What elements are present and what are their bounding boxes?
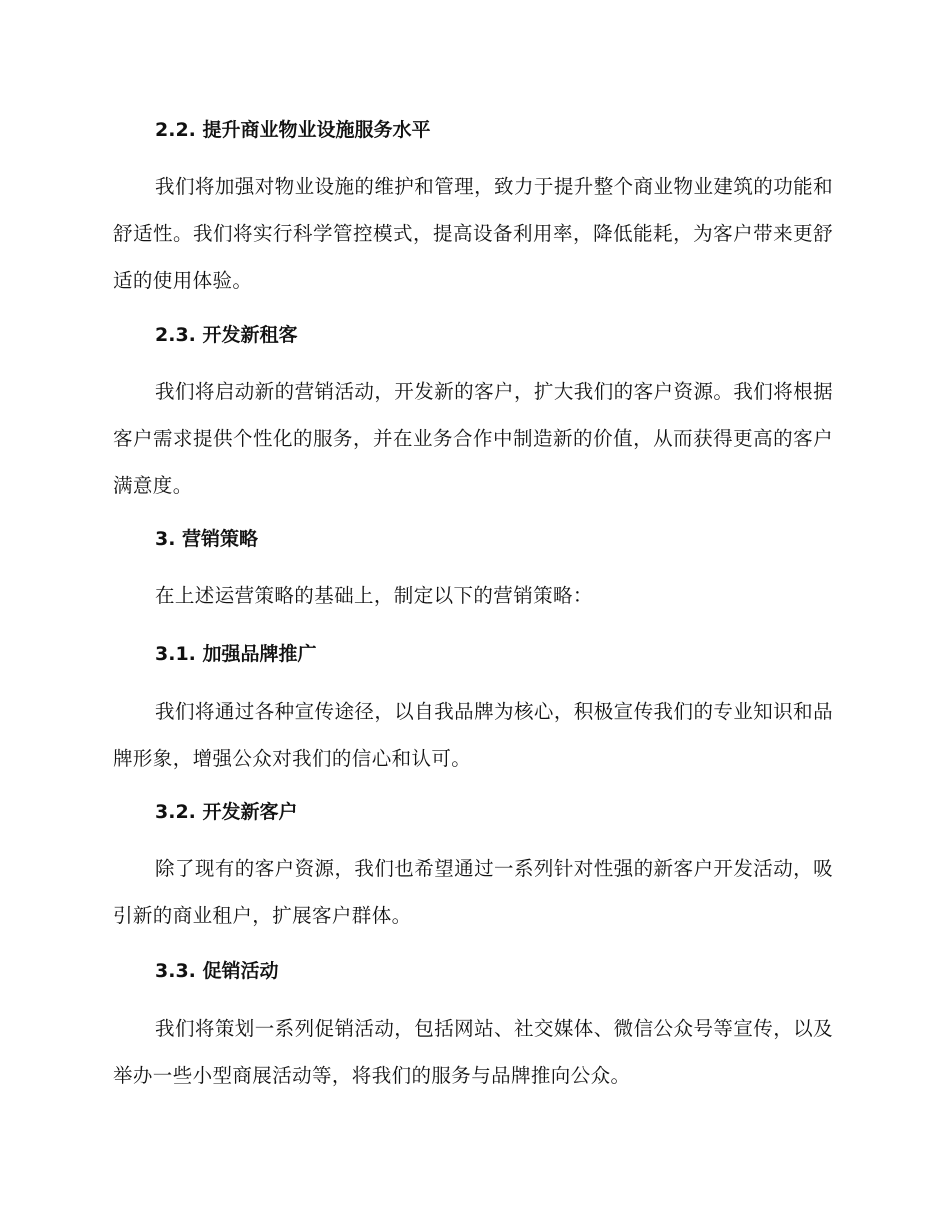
heading-3: 3. 营销策略 — [155, 528, 259, 550]
paragraph-3: 在上述运营策略的基础上，制定以下的营销策略： — [155, 584, 593, 607]
paragraph-3-2: 除了现有的客户资源，我们也希望通过一系列针对性强的新客户开发活动，吸引新的商业租户，扩展客户群体。 — [113, 857, 833, 927]
heading-3-2: 3.2. 开发新客户 — [155, 801, 298, 823]
heading-3-1: 3.1. 加强品牌推广 — [155, 643, 317, 665]
paragraph-2-2: 我们将加强对物业设施的维护和管理，致力于提升整个商业物业建筑的功能和舒适性。我们将实行科学管控模式，提高设备利用率，降低能耗，为客户带来更舒适的使用体验。 — [113, 175, 833, 292]
heading-3-3: 3.3. 促销活动 — [155, 960, 279, 982]
paragraph-2-3: 我们将启动新的营销活动，开发新的客户，扩大我们的客户资源。我们将根据客户需求提供个性化的服务，并在业务合作中制造新的价值，从而获得更高的客户满意度。 — [113, 380, 833, 497]
paragraph-3-3: 我们将策划一系列促销活动，包括网站、社交媒体、微信公众号等宣传，以及举办一些小型商展活动等，将我们的服务与品牌推向公众。 — [113, 1017, 833, 1087]
paragraph-3-1: 我们将通过各种宣传途径，以自我品牌为核心，积极宣传我们的专业知识和品牌形象，增强公众对我们的信心和认可。 — [113, 700, 833, 770]
heading-2-3: 2.3. 开发新租客 — [155, 324, 298, 346]
heading-2-2: 2.2. 提升商业物业设施服务水平 — [155, 119, 431, 141]
